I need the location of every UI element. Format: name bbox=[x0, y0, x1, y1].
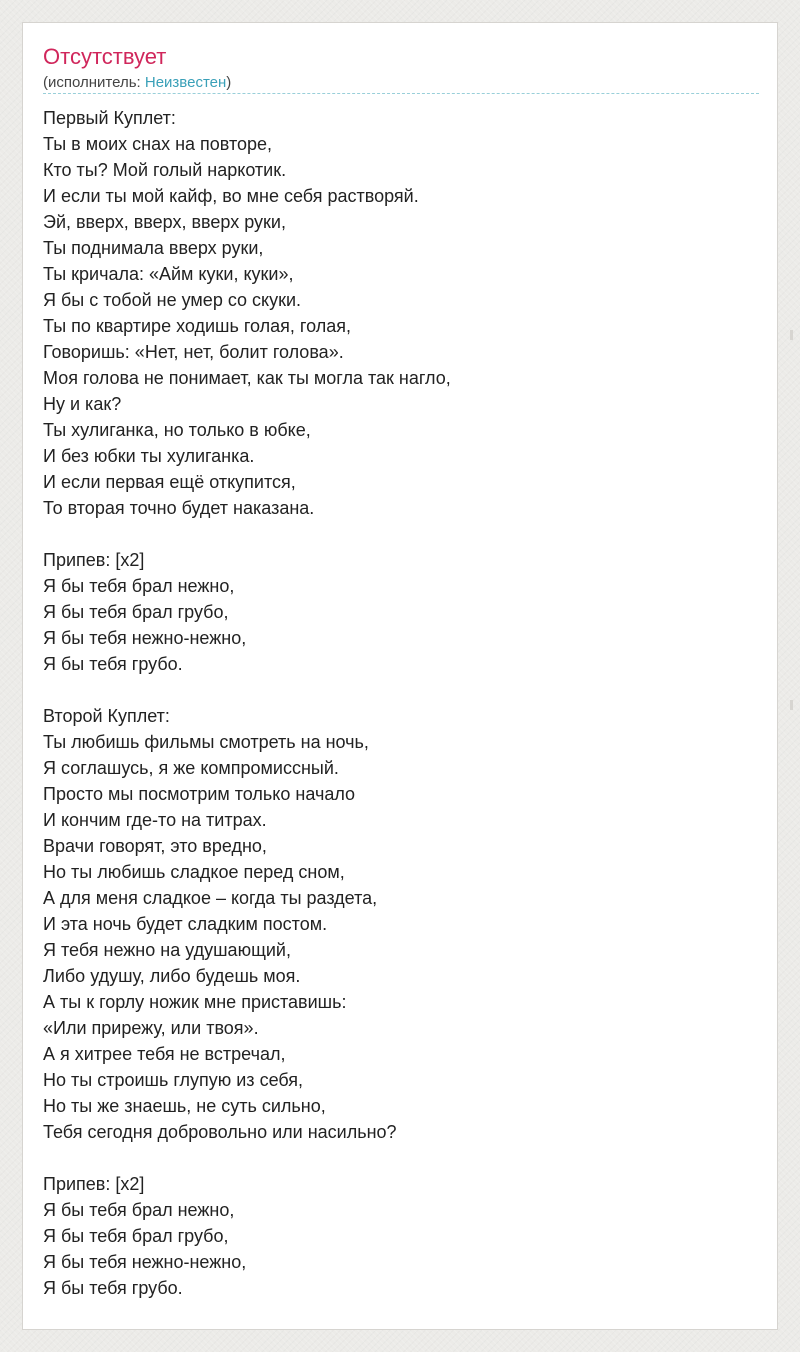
artist-link[interactable]: Неизвестен bbox=[144, 74, 227, 91]
lyrics-text: Первый Куплет: Ты в моих снах на повторе, Кто ты? Мой голый наркотик. И если ты мой кайф, во мне себя растворяй. Эй, вверх, вверх, вверх руки, Ты поднимала вверх руки, Ты кричала: «Айм куки, куки», Я бы с тобой не умер со скуки. Ты по квартире ходишь голая, голая, Говоришь: «Нет, нет, болит голова». Моя голова не понимает, как ты могла так нагло, Ну и как? Ты хулиганка, но только в юбке, И без юбки ты хулиганка. И если первая ещё откупится, То вторая точно будет наказана. Припев: [x2] Я бы тебя брал нежно, Я бы тебя брал грубо, Я бы тебя нежно-нежно, Я бы тебя грубо. Второй Куплет: Ты любишь фильмы смотреть на ночь, Я соглашусь, я же компромиссный. Просто мы посмотрим только начало И кончим где-то на титрах. Врачи говорят, это вредно, Но ты любишь сладкое перед сном, А для меня сладкое – когда ты раздета, И эта ночь будет сладким постом. Я тебя нежно на удушающий, Либо удушу, либо будешь моя. А ты к горлу ножик мне приставишь: «Или прирежу, или твоя». А я хитрее тебя не встречал, Но ты строишь глупую из себя, Но ты же знаешь, не суть сильно, Тебя сегодня добровольно или насильно? Припев: [x2] Я бы тебя брал нежно, Я бы тебя брал грубо, Я бы тебя нежно-нежно, Я бы тебя грубо. bbox=[43, 108, 451, 1298]
artist-suffix: ) bbox=[226, 74, 232, 91]
artist-line bbox=[43, 73, 231, 93]
header-divider bbox=[43, 93, 759, 94]
background-texture-mark bbox=[790, 330, 793, 340]
artist-prefix: (исполнитель: bbox=[43, 74, 145, 91]
song-title: Отсутствует bbox=[43, 44, 167, 69]
background-texture-mark bbox=[790, 700, 793, 710]
lyrics-card bbox=[22, 22, 778, 1330]
